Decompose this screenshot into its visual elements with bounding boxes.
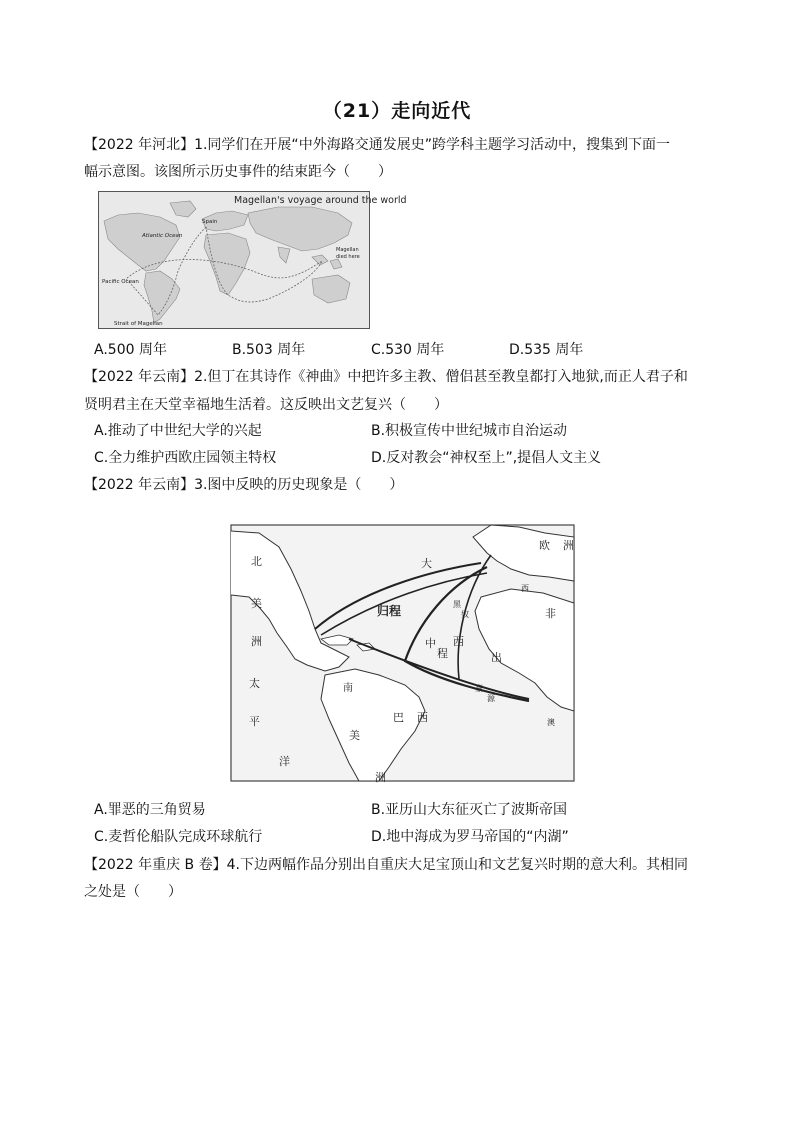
map-label-hao: 豪 — [475, 684, 483, 693]
triangle-trade-map — [229, 511, 576, 785]
map-label-yuan: 源 — [487, 694, 495, 703]
map-label-tai: 太 — [249, 677, 260, 690]
magellan-map-svg — [98, 191, 407, 329]
page-title: （21）走向近代 — [322, 100, 472, 122]
magellan-map-title: Magellan's voyage around the world — [234, 195, 407, 206]
q1-option-d[interactable]: D.535 周年 — [509, 342, 584, 358]
map-label-xi2: 西 — [417, 711, 428, 724]
q1-stem-line-2: 幅示意图。该图所示历史事件的结束距今（ ） — [84, 164, 392, 180]
map-label-zhou2: 洲 — [563, 539, 574, 552]
map-label-cheng: 程 — [437, 647, 448, 660]
map-label-zhou: 洲 — [251, 635, 262, 648]
map-label-ping: 平 — [249, 715, 260, 728]
map-label-da: 大 — [421, 557, 432, 570]
triangle-trade-map-svg — [229, 511, 576, 785]
q1-option-c[interactable]: C.530 周年 — [371, 342, 445, 358]
map-label-chu: 出 — [491, 651, 502, 664]
map-label-mei: 美 — [251, 597, 262, 610]
q1-option-a[interactable]: A.500 周年 — [94, 342, 167, 358]
map-label-yang: 洋 — [279, 755, 290, 768]
q2-option-b[interactable]: B.积极宣传中世纪城市自治运动 — [371, 423, 568, 439]
map-label-zhong: 中 — [425, 637, 436, 650]
map-label-bei: 北 — [251, 555, 262, 568]
q4-stem-line-2: 之处是（ ） — [84, 884, 182, 900]
map-label-ou: 欧 — [539, 539, 550, 552]
q3-option-a[interactable]: A.罪恶的三角贸易 — [94, 802, 206, 818]
magellan-voyage-map — [98, 191, 407, 329]
q2-option-d[interactable]: D.反对教会“神权至上”,提倡人文主义 — [371, 450, 602, 466]
label-magellan: Magellan — [336, 247, 359, 253]
map-label-nu: 奴 — [461, 610, 469, 619]
q2-stem-line-1: 【2022 年云南】2.但丁在其诗作《神曲》中把许多主教、僧侣甚至教皇都打入地狱,而正人君子和 — [84, 369, 688, 385]
label-spain: Spain — [202, 219, 218, 225]
q2-option-a[interactable]: A.推动了中世纪大学的兴起 — [94, 423, 262, 439]
q2-stem-line-2: 贤明君主在天堂幸福地生活着。这反映出文艺复兴（ ） — [84, 397, 448, 413]
map-label-guicheng: 归程 — [377, 604, 402, 618]
label-strait-of-magellan: Strait of Magellan — [114, 321, 163, 327]
q3-stem-line-1: 【2022 年云南】3.图中反映的历史现象是（ ） — [84, 477, 404, 493]
map-label-ao: 澳 — [547, 718, 555, 727]
label-pacific-ocean: Pacific Ocean — [102, 279, 139, 285]
map-label-heishi: 黑 — [453, 600, 461, 609]
map-label-lishi: 西 — [521, 584, 529, 593]
map-label-mei2: 美 — [349, 729, 360, 742]
q2-option-c[interactable]: C.全力维护西欧庄园领主特权 — [94, 450, 277, 466]
q1-stem-line-1: 【2022 年河北】1.同学们在开展“中外海路交通发展史”跨学科主题学习活动中，搜集到下面一 — [84, 137, 670, 153]
q3-option-d[interactable]: D.地中海成为罗马帝国的“内湖” — [371, 829, 569, 845]
map-label-nan: 南 — [343, 683, 353, 694]
label-died-here: died here — [336, 254, 360, 260]
q4-stem-line-1: 【2022 年重庆 B 卷】4.下边两幅作品分别出自重庆大足宝顶山和文艺复兴时期的意大利。其相同 — [84, 857, 688, 873]
q3-option-c[interactable]: C.麦哲伦船队完成环球航行 — [94, 829, 263, 845]
map-label-zhou3: 洲 — [375, 771, 386, 784]
map-label-ba: 巴 — [393, 711, 404, 724]
label-atlantic-ocean: Atlantic Ocean — [142, 233, 183, 239]
map-label-fei: 非 — [545, 607, 556, 620]
q3-option-b[interactable]: B.亚历山大东征灭亡了波斯帝国 — [371, 802, 568, 818]
map-label-xi: 西 — [453, 635, 464, 648]
q1-option-b[interactable]: B.503 周年 — [232, 342, 306, 358]
